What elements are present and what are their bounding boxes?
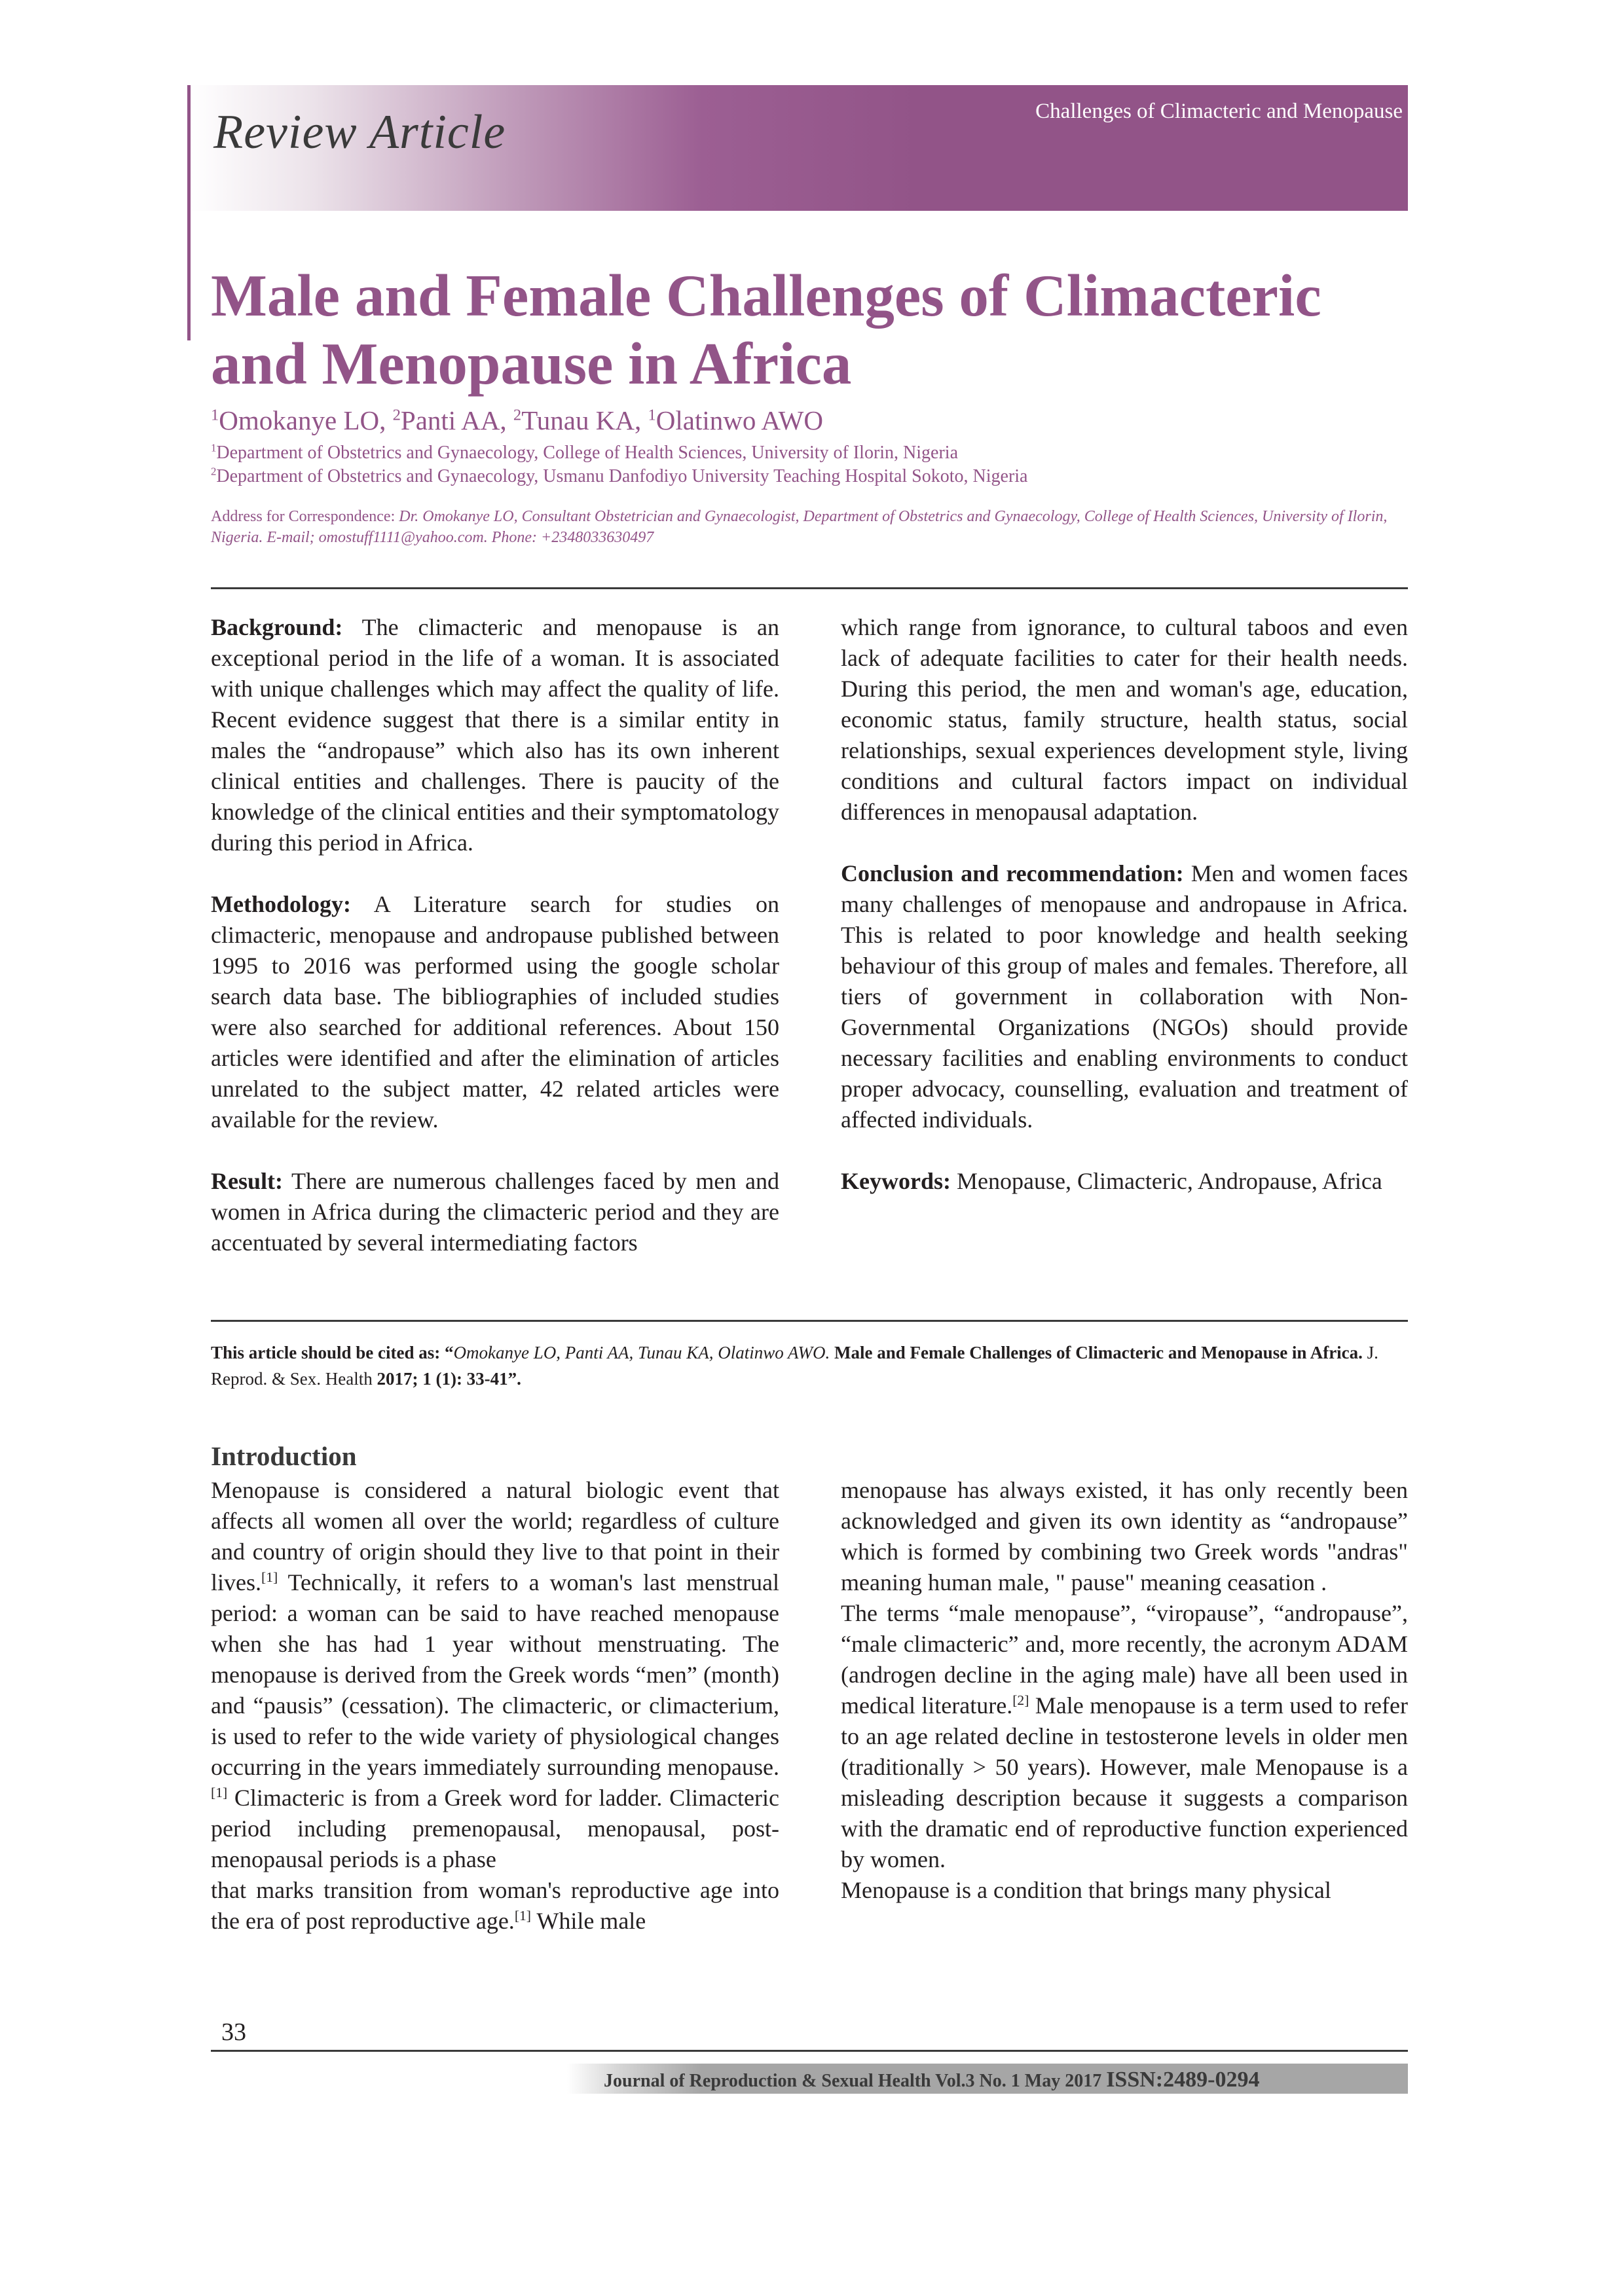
abstract-methodology xyxy=(211,889,779,1135)
intro-paragraph-1 xyxy=(211,1475,779,1875)
correspondence-text: Dr. Omokanye LO, Consultant Obstetrician and Gynaecologist, Department of Obstetrics and Gynaecology, College of Health Sciences, University of Ilorin, Nigeria. E-mail; omostuff1111@yahoo.com. Phone: +2348033630497 xyxy=(211,508,1388,546)
affiliation-1 xyxy=(211,443,958,464)
intro-text: that marks transition from woman's reproductive age into the era of post reproductive age. xyxy=(211,1877,779,1934)
citation-prefix: This article should be cited as: “ xyxy=(211,1343,454,1362)
intro-paragraph-5: Menopause is a condition that brings many physical xyxy=(841,1877,1331,1903)
affiliation-mark: 1 xyxy=(211,441,217,454)
intro-paragraph-4 xyxy=(841,1598,1408,1875)
author-name: Tunau KA, xyxy=(521,405,648,435)
introduction-heading: Introduction xyxy=(211,1441,357,1471)
correspondence xyxy=(211,506,1390,548)
intro-text: Menopause is considered a natural biologic event that affects all women all over the world; regardless of culture and country of origin should they live to that point in their lives. xyxy=(211,1477,779,1595)
abstract-keywords xyxy=(841,1166,1408,1197)
reference-mark[interactable]: [1] xyxy=(514,1908,531,1923)
intro-paragraph-2 xyxy=(211,1875,779,1937)
section-label: Review Article xyxy=(213,105,506,159)
background-label: Background: xyxy=(211,614,343,640)
page-number: 33 xyxy=(221,2018,246,2046)
keywords-text: Menopause, Climacteric, Andropause, Africa xyxy=(950,1168,1382,1194)
citation-authors: Omokanye LO, Panti AA, Tunau KA, Olatinwo AWO. xyxy=(453,1343,830,1362)
introduction-right-column xyxy=(841,1475,1408,1906)
conclusion-label: Conclusion and recommendation: xyxy=(841,860,1184,886)
keywords-label: Keywords: xyxy=(841,1168,951,1194)
abstract-result xyxy=(211,1166,779,1258)
author-affiliation-mark: 2 xyxy=(513,406,522,424)
citation-title: Male and Female Challenges of Climacteric and Menopause in Africa. xyxy=(830,1343,1363,1362)
result-label: Result: xyxy=(211,1168,283,1194)
abstract-result-continued: which range from ignorance, to cultural taboos and even lack of adequate facilities to cater for their health needs. During this period, the men and woman's age, education, economic status, family structure, health status, social relationships, sexual experiences development style, living conditions and cultural factors impact on individual differences in menopausal adaptation. xyxy=(841,614,1408,825)
footer-rule xyxy=(211,2050,1408,2052)
author-affiliation-mark: 2 xyxy=(392,406,401,424)
abstract-bottom-rule xyxy=(211,1320,1408,1322)
reference-mark[interactable]: [2] xyxy=(1012,1692,1029,1708)
citation-volume: 2017; 1 (1): 33-41”. xyxy=(377,1369,521,1389)
affiliation-text: Department of Obstetrics and Gynaecology, Usmanu Danfodiyo University Teaching Hospital Sokoto, Nigeria xyxy=(216,466,1028,486)
conclusion-text: Men and women faces many challenges of menopause and andropause in Africa. This is related to poor knowledge and health seeking behaviour of this group of males and females. Therefore, all tiers of government in collaboration with Non-Governmental Organizations (NGOs) should provide necessary facilities and enabling environments to conduct proper advocacy, counselling, evaluation and treatment of affected individuals. xyxy=(841,860,1408,1133)
abstract-top-rule xyxy=(211,587,1408,589)
title-line-1: Male and Female Challenges of Climacteric xyxy=(211,263,1321,329)
introduction-left-column xyxy=(211,1475,779,1937)
journal-footer xyxy=(604,2068,1259,2092)
abstract-background xyxy=(211,612,779,858)
intro-text: The terms “male menopause”, “viropause”, “andropause”, “male climacteric” and, more recently, the acronym ADAM (androgen decline in the aging male) have all been used in medical literature. xyxy=(841,1600,1408,1719)
intro-text: Technically, it refers to a woman's last menstrual period: a woman can be said to have reached menopause when she has had 1 year without menstruating. The menopause is derived from the Greek words “men” (month) and “pausis” (cessation). The climacteric, or climacterium, is used to refer to the wide variety of physiological changes occurring in the years immediately surrounding menopause. xyxy=(211,1569,779,1780)
author-name: Omokanye LO, xyxy=(219,405,393,435)
header-vertical-rule xyxy=(187,85,191,340)
abstract-conclusion xyxy=(841,858,1408,1135)
author-list xyxy=(211,405,823,436)
reference-mark[interactable]: [1] xyxy=(261,1569,278,1585)
article-title xyxy=(211,262,1422,398)
title-line-2: and Menopause in Africa xyxy=(211,331,852,397)
intro-text: Climacteric is from a Greek word for ladder. Climacteric period including premenopausal, menopausal, post-menopausal periods is a phase xyxy=(211,1785,779,1872)
author-name: Olatinwo AWO xyxy=(655,405,823,435)
running-head: Challenges of Climacteric and Menopause xyxy=(1035,100,1403,123)
intro-paragraph-3: menopause has always existed, it has only recently been acknowledged and given its own identity as “andropause” which is formed by combining two Greek words "andras" meaning human male, " pause" meaning ceasation . xyxy=(841,1477,1408,1595)
methodology-label: Methodology: xyxy=(211,891,351,917)
intro-text: Male menopause is a term used to refer to an age related decline in testosterone levels in older men (traditionally > 50 years). However, male Menopause is a misleading description because it suggests a comparison with the dramatic end of reproductive function experienced by women. xyxy=(841,1692,1408,1872)
journal-info: Journal of Reproduction & Sexual Health Vol.3 No. 1 May 2017 xyxy=(604,2071,1107,2091)
affiliation-mark: 2 xyxy=(211,465,217,478)
correspondence-label: Address for Correspondence: xyxy=(211,508,399,525)
intro-text: While male xyxy=(531,1908,646,1934)
author-affiliation-mark: 1 xyxy=(648,406,656,424)
result-text: There are numerous challenges faced by men and women in Africa during the climacteric period and they are accentuated by several intermediating factors xyxy=(211,1168,779,1256)
journal-issn: ISSN:2489-0294 xyxy=(1106,2068,1260,2092)
citation-note xyxy=(211,1339,1390,1392)
methodology-text: A Literature search for studies on climacteric, menopause and andropause published between 1995 to 2016 was performed using the google scholar search data base. The bibliographies of included studies were also searched for additional references. About 150 articles were identified and after the elimination of articles unrelated to the subject matter, 42 related articles were available for the review. xyxy=(211,891,779,1133)
citation-journal: J. Reprod. & Sex. Health xyxy=(211,1343,1378,1389)
author-name: Panti AA, xyxy=(400,405,513,435)
background-text: The climacteric and menopause is an exceptional period in the life of a woman. It is associated with unique challenges which may affect the quality of life. Recent evidence suggest that there is a similar entity in males the “andropause” which also has its own inherent clinical entities and challenges. There is paucity of the knowledge of the clinical entities and their symptomatology during this period in Africa. xyxy=(211,614,779,856)
abstract-left-column xyxy=(211,612,779,1258)
abstract-right-column xyxy=(841,612,1408,1197)
affiliation-text: Department of Obstetrics and Gynaecology, College of Health Sciences, University of Ilorin, Nigeria xyxy=(216,443,959,463)
affiliation-2 xyxy=(211,466,1028,487)
author-affiliation-mark: 1 xyxy=(211,406,219,424)
reference-mark[interactable]: [1] xyxy=(211,1785,228,1800)
